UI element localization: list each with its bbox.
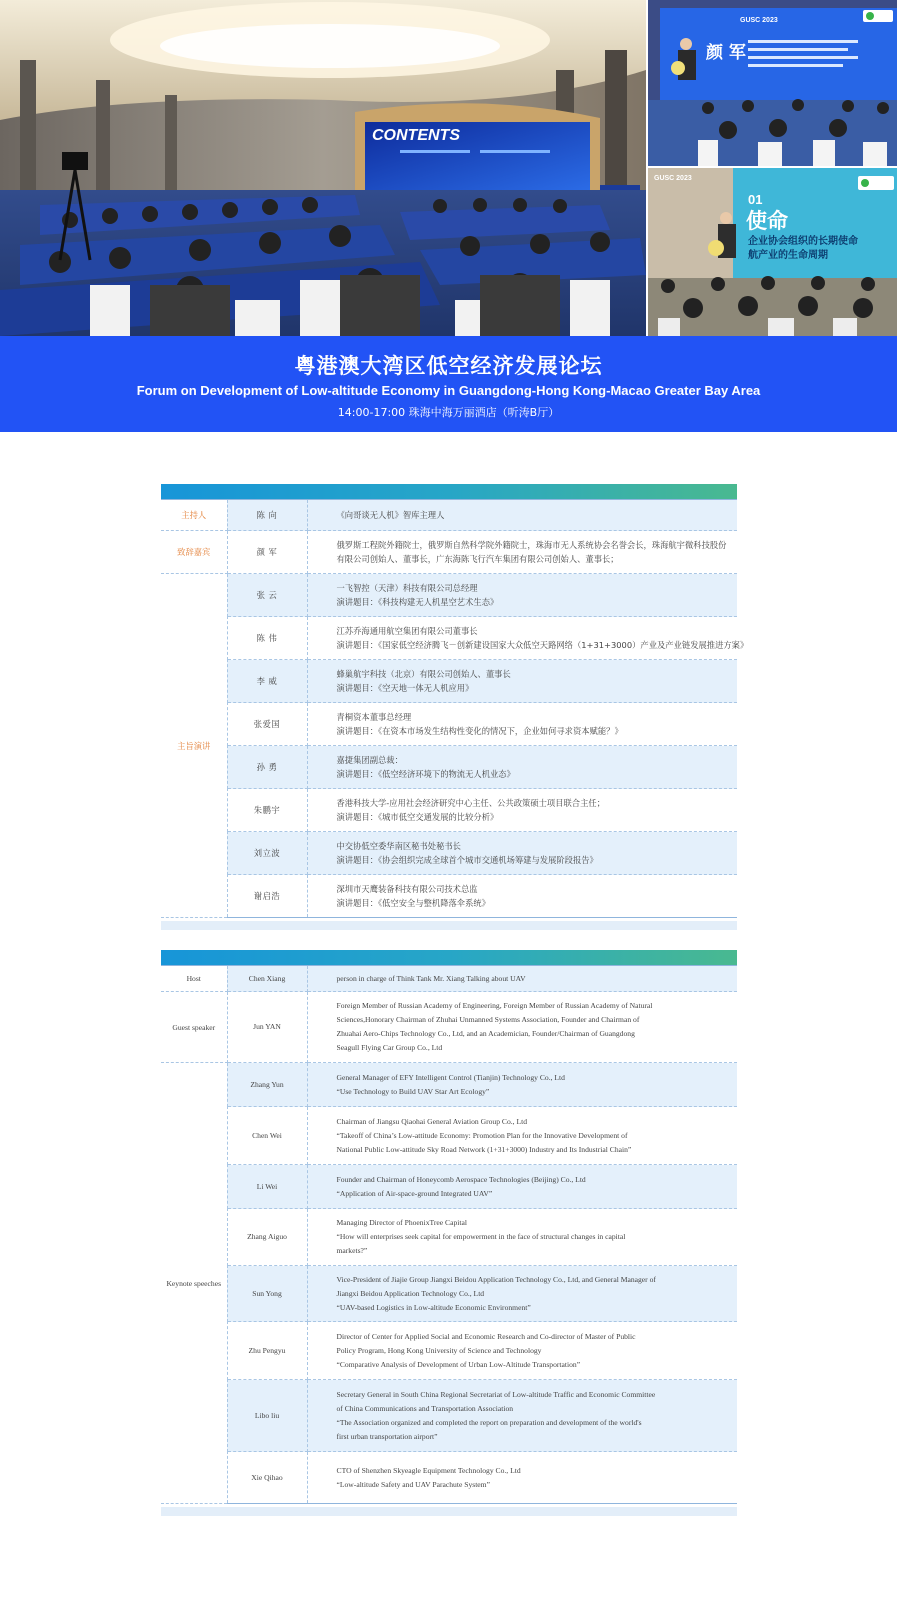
- detail-line: National Public Low-attitude Sky Road Network (1+31+3000) Industry and Its Industrial Chain”: [336, 1144, 632, 1154]
- table-row: [161, 617, 737, 660]
- detail-line: “Comparative Analysis of Development of Urban Low-Altitude Transportation”: [336, 1359, 581, 1369]
- forum-time-venue: 14:00-17:00 珠海中海万丽酒店（听涛B厅）: [337, 406, 560, 419]
- detail-line: Foreign Member of Russian Academy of Engineering, Foreign Member of Russian Academy of Natural: [336, 1001, 653, 1010]
- name-cell: 谢启浩: [227, 875, 307, 918]
- detail-line: Policy Program, Hong Kong University of Science and Technology: [336, 1345, 542, 1355]
- agenda-table-english: [161, 950, 737, 1516]
- name-cell: 刘立波: [227, 832, 307, 875]
- table-row: [161, 1209, 737, 1266]
- detail-line: 俄罗斯工程院外籍院士，俄罗斯自然科学院外籍院士，珠海市无人系统协会名誉会长，珠海航宇微科技股份: [336, 540, 727, 550]
- detail-line: 青桐资本董事总经理: [336, 712, 412, 722]
- table-row: [161, 500, 737, 531]
- detail-line: person in charge of Think Tank Mr. Xiang Talking about UAV: [336, 973, 526, 983]
- photo-collage: [0, 0, 897, 336]
- name-cell: Chen Xiang: [227, 966, 307, 992]
- detail-cell: [307, 1063, 737, 1107]
- detail-cell: [307, 1452, 737, 1504]
- forum-banner: [0, 336, 897, 432]
- name-cell: 李 威: [227, 660, 307, 703]
- top-photo-logo: GUSC 2023: [740, 17, 778, 24]
- name-cell: Chen Wei: [227, 1107, 307, 1165]
- table-row: [161, 1380, 737, 1452]
- detail-cell: [307, 746, 737, 789]
- detail-line: Managing Director of PhoenixTree Capital: [336, 1218, 467, 1227]
- detail-line: Jiangxi Beidou Application Technology Co., Ltd: [336, 1288, 485, 1298]
- detail-cell: [307, 992, 737, 1063]
- detail-line: Chairman of Jiangsu Qiaohai General Aviation Group Co., Ltd: [336, 1116, 528, 1126]
- detail-line: Zhuahai Aero-Chips Technology Co., Ltd, and an Academician, Founder/Chairman of Guangdong: [336, 1029, 635, 1038]
- speaker-photo-bottom: [648, 168, 897, 336]
- table-row: [161, 1266, 737, 1322]
- table-row: [161, 531, 737, 574]
- table-row: [161, 832, 737, 875]
- agenda-table: [161, 499, 749, 918]
- name-cell: Zhang Aiguo: [227, 1209, 307, 1266]
- bottom-photo-num: 01: [748, 192, 763, 207]
- top-photo-speaker-name: 颜 军: [706, 43, 746, 63]
- detail-line: Sciences,Honorary Chairman of Zhuhai Unmanned Systems Association, Founder and Chairman of: [336, 1015, 640, 1024]
- detail-cell: [307, 789, 737, 832]
- detail-cell: [307, 660, 737, 703]
- detail-line: of China Communications and Transportation Association: [336, 1403, 514, 1413]
- detail-cell: [307, 574, 737, 617]
- agenda-table-chinese: [161, 484, 749, 930]
- table-header-bar: [161, 950, 737, 965]
- table-row: [161, 1322, 737, 1380]
- table-row: [161, 746, 737, 789]
- detail-line: 有限公司创始人、董事长，广东海陈飞行汽车集团有限公司创始人、董事长；: [336, 554, 619, 564]
- detail-line: Secretary General in South China Regional Secretariat of Low-altitude Traffic and Economic Committee: [336, 1389, 656, 1399]
- table-row: [161, 1063, 737, 1107]
- detail-cell: [307, 500, 737, 531]
- detail-line: first urban transportation airport”: [336, 1431, 438, 1441]
- detail-cell: [307, 703, 737, 746]
- detail-cell: [307, 832, 737, 875]
- detail-line: 嘉捷集团副总裁：: [336, 755, 403, 765]
- detail-line: 蜂巢航宇科技（北京）有限公司创始人、董事长: [336, 669, 511, 679]
- detail-cell: [307, 1107, 737, 1165]
- detail-line: 演讲题目：《国家低空经济腾飞－创新建设国家大众低空天路网络（1+31+3000）产业及产业链发展推进方案》: [336, 640, 749, 650]
- detail-line: “How will enterprises seek capital for empowerment in the face of structural changes in capital: [336, 1232, 626, 1241]
- table-row: [161, 1452, 737, 1504]
- detail-cell: [307, 875, 737, 918]
- table-row: [161, 1107, 737, 1165]
- forum-title: 粤港澳大湾区低空经济发展论坛: [294, 354, 603, 378]
- detail-line: 演讲题目：《低空经济环境下的物流无人机业态》: [336, 769, 515, 779]
- detail-cell: [307, 966, 737, 992]
- name-cell: 孙 勇: [227, 746, 307, 789]
- name-cell: 陈 伟: [227, 617, 307, 660]
- role-cell: 主旨演讲: [161, 574, 227, 918]
- name-cell: 陈 向: [227, 500, 307, 531]
- role-cell: Keynote speeches: [161, 1063, 227, 1504]
- role-cell: 致辞嘉宾: [161, 531, 227, 574]
- role-cell: Host: [161, 966, 227, 992]
- detail-line: 演讲题目：《科技构建无人机星空艺术生态》: [336, 597, 499, 607]
- detail-line: markets?”: [336, 1246, 368, 1255]
- detail-line: “Low-altitude Safety and UAV Parachute System”: [336, 1479, 490, 1489]
- name-cell: Libo liu: [227, 1380, 307, 1452]
- detail-line: 演讲题目：《空天地一体无人机应用》: [336, 683, 474, 693]
- detail-line: Director of Center for Applied Social and Economic Research and Co-director of Master of Public: [336, 1331, 636, 1341]
- detail-cell: [307, 531, 737, 574]
- speaker-photo-top: [648, 0, 897, 166]
- stage-screen-text: CONTENTS: [372, 127, 460, 144]
- detail-line: 江苏乔海通用航空集团有限公司董事长: [336, 626, 478, 636]
- table-footer-bar: [161, 1507, 737, 1516]
- detail-line: Vice-President of Jiajie Group Jiangxi Beidou Application Technology Co., Ltd, and General Manager of: [336, 1274, 656, 1284]
- forum-subtitle: Forum on Development of Low-altitude Economy in Guangdong-Hong Kong-Macao Greater Bay Area: [136, 383, 761, 398]
- detail-cell: [307, 1380, 737, 1452]
- name-cell: 朱鹏宇: [227, 789, 307, 832]
- detail-line: CTO of Shenzhen Skyeagle Equipment Technology Co., Ltd: [336, 1465, 521, 1475]
- table-footer-bar: [161, 921, 737, 930]
- name-cell: Zhang Yun: [227, 1063, 307, 1107]
- detail-line: 《向哥谈无人机》智库主理人: [336, 510, 445, 520]
- name-cell: Xie Qihao: [227, 1452, 307, 1504]
- detail-line: “The Association organized and completed the report on preparation and development of the world's: [336, 1417, 642, 1427]
- detail-line: “Takeoff of China’s Low-attitude Economy: Promotion Plan for the Innovative Development of: [336, 1130, 628, 1140]
- detail-cell: [307, 1209, 737, 1266]
- bottom-photo-logo: GUSC 2023: [654, 175, 692, 182]
- forum-hall-photo: [0, 0, 646, 336]
- table-row: [161, 966, 737, 992]
- table-row: [161, 875, 737, 918]
- name-cell: 张爱国: [227, 703, 307, 746]
- table-row: [161, 574, 737, 617]
- detail-line: 演讲题目：《低空安全与整机降落伞系统》: [336, 898, 490, 908]
- table-row: [161, 992, 737, 1063]
- detail-line: 中交协低空委华南区秘书处秘书长: [336, 841, 461, 851]
- detail-line: Seagull Flying Car Group Co., Ltd: [336, 1043, 443, 1052]
- table-row: [161, 703, 737, 746]
- table-row: [161, 1165, 737, 1209]
- detail-line: 演讲题目：《城市低空交通发展的比较分析》: [336, 812, 499, 822]
- agenda-table: [161, 965, 737, 1504]
- detail-line: 深圳市天鹰装备科技有限公司技术总监: [336, 884, 478, 894]
- table-row: [161, 660, 737, 703]
- detail-cell: [307, 1322, 737, 1380]
- detail-line: “UAV-based Logistics in Low-altitude Economic Environment”: [336, 1302, 531, 1312]
- role-cell: 主持人: [161, 500, 227, 531]
- detail-line: “Use Technology to Build UAV Star Art Ecology”: [336, 1086, 490, 1096]
- table-header-bar: [161, 484, 737, 499]
- detail-line: 一飞智控（天津）科技有限公司总经理: [336, 583, 478, 593]
- detail-cell: [307, 1266, 737, 1322]
- name-cell: Sun Yong: [227, 1266, 307, 1322]
- detail-line: 演讲题目：《协会组织完成全球首个城市交通机场筹建与发展阶段报告》: [336, 855, 598, 865]
- name-cell: 颜 军: [227, 531, 307, 574]
- role-cell: Guest speaker: [161, 992, 227, 1063]
- name-cell: Li Wei: [227, 1165, 307, 1209]
- name-cell: Jun YAN: [227, 992, 307, 1063]
- detail-line: “Application of Air-space-ground Integrated UAV”: [336, 1188, 493, 1198]
- name-cell: Zhu Pengyu: [227, 1322, 307, 1380]
- name-cell: 张 云: [227, 574, 307, 617]
- bottom-photo-word: 使命: [746, 209, 788, 233]
- detail-cell: [307, 617, 749, 660]
- detail-cell: [307, 1165, 737, 1209]
- detail-line: General Manager of EFY Intelligent Control (Tianjin) Technology Co., Ltd: [336, 1072, 565, 1082]
- bottom-photo-line1: 企业协会组织的长期使命: [748, 236, 858, 247]
- table-row: [161, 789, 737, 832]
- detail-line: 演讲题目：《在资本市场发生结构性变化的情况下，企业如何寻求资本赋能？》: [336, 726, 623, 736]
- detail-line: 香港科技大学-应用社会经济研究中心主任、公共政策硕士项目联合主任；: [336, 798, 605, 808]
- bottom-photo-line2: 航产业的生命周期: [748, 250, 828, 261]
- detail-line: Founder and Chairman of Honeycomb Aerospace Technologies (Beijing) Co., Ltd: [336, 1174, 586, 1184]
